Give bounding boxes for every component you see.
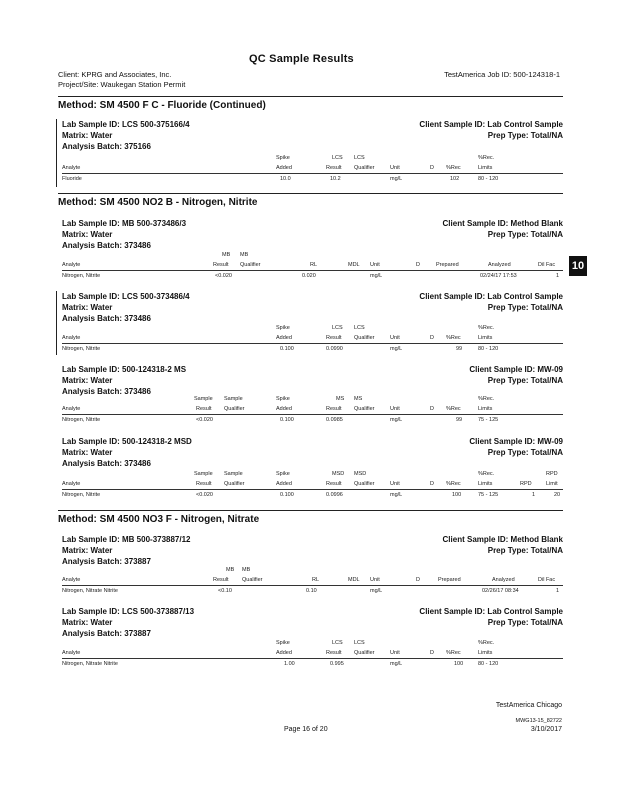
qc-block-nitrite-msd [58,436,563,506]
project-line: Project/Site: Waukegan Station Permit [58,80,186,89]
col-header: Added [276,481,292,487]
col-header: Limits [478,481,493,487]
col-header: MB [226,567,235,573]
col-header: MB [240,252,249,258]
analysis-batch: Analysis Batch: 373887 [62,629,151,638]
value-cell: mg/L [370,273,383,279]
col-header: %Rec. [478,471,495,477]
col-header: Unit [370,262,380,268]
col-header: Limits [478,406,493,412]
col-header: RPD [520,481,532,487]
col-header: MDL [348,262,360,268]
header-underline [62,414,563,415]
col-header: MDL [348,577,360,583]
col-header: %Rec [446,650,461,656]
document-code: MWG13-15_82722 [515,718,562,724]
client-sample-id: Client Sample ID: Lab Control Sample [419,607,563,616]
col-header: Unit [390,650,400,656]
col-header: MS [354,396,363,402]
analysis-batch: Analysis Batch: 375166 [62,142,151,151]
section-tab-badge: 10 [569,256,587,276]
header-underline [62,343,563,344]
col-header: Qualifier [240,262,261,268]
col-header: Unit [390,165,400,171]
value-cell: 102 [450,176,460,182]
value-cell: 0.0990 [326,346,343,352]
value-cell: <0.020 [196,417,213,423]
qc-block-nitrite-ms [58,364,563,430]
analysis-batch: Analysis Batch: 373486 [62,314,151,323]
lab-sample-id: Lab Sample ID: MB 500-373486/3 [62,219,187,228]
header-underline [62,585,563,586]
col-header: Qualifier [354,165,375,171]
col-header: RL [310,262,318,268]
col-header: D [430,481,434,487]
col-header: Qualifier [354,406,375,412]
col-header: Analyzed [492,577,515,583]
method-heading: Method: SM 4500 NO2 B - Nitrogen, Nitrite [58,197,258,208]
matrix: Matrix: Water [62,618,113,627]
col-header: %Rec [446,165,461,171]
method-heading: Method: SM 4500 F C - Fluoride (Continued) [58,100,266,111]
col-header: Analyte [62,481,81,487]
prep-type: Prep Type: Total/NA [487,546,563,555]
col-header: Spike [276,396,290,402]
value-cell: 75 - 125 [478,492,499,498]
col-header: Result [196,406,212,412]
matrix: Matrix: Water [62,131,113,140]
col-header: Sample [224,471,243,477]
client-sample-id: Client Sample ID: Lab Control Sample [419,292,563,301]
qc-block-nitrite-mb [58,218,563,286]
job-id: TestAmerica Job ID: 500-124318-1 [444,70,560,79]
col-header: %Rec. [478,325,495,331]
col-header: MB [222,252,231,258]
client-sample-id: Client Sample ID: Lab Control Sample [419,120,563,129]
col-header: Analyte [62,650,81,656]
col-header: Result [213,262,229,268]
col-header: D [430,406,434,412]
value-cell: 1 [556,273,560,279]
col-header: %Rec. [478,640,495,646]
value-cell: 0.020 [302,273,316,279]
col-header: Spike [276,471,290,477]
header-underline [62,658,563,659]
col-header: D [430,335,434,341]
client-sample-id: Client Sample ID: Method Blank [442,535,563,544]
col-header: Analyte [62,406,81,412]
col-header: Sample [194,471,213,477]
col-header: Result [326,165,342,171]
col-header: %Rec. [478,155,495,161]
value-cell: 75 - 125 [478,417,499,423]
value-cell: 0.0996 [326,492,343,498]
col-header: Limit [546,481,558,487]
prep-type: Prep Type: Total/NA [487,131,563,140]
prep-type: Prep Type: Total/NA [487,448,563,457]
col-header: LCS [354,155,365,161]
col-header: MS [336,396,345,402]
col-header: D [416,262,420,268]
col-header: Qualifier [354,335,375,341]
value-cell: 80 - 120 [478,661,499,667]
col-header: LCS [354,640,365,646]
col-header: Limits [478,165,493,171]
col-header: Added [276,335,292,341]
col-header: Spike [276,325,290,331]
col-header: Limits [478,335,493,341]
col-header: Added [276,165,292,171]
value-cell: 0.0985 [326,417,343,423]
value-cell: 0.10 [306,588,317,594]
prep-type: Prep Type: Total/NA [487,230,563,239]
lab-sample-id: Lab Sample ID: LCS 500-373887/13 [62,607,195,616]
value-cell: 1.00 [284,661,295,667]
col-header: Qualifier [354,481,375,487]
col-header: Qualifier [242,577,263,583]
value-cell: <0.020 [215,273,232,279]
col-header: LCS [354,325,365,331]
col-header: Spike [276,640,290,646]
col-header: Analyte [62,335,81,341]
qc-block-nitrite-lcs [58,291,563,357]
value-cell: 10.0 [280,176,291,182]
qc-block-nitrate-lcs [58,606,563,672]
col-header: MSD [332,471,345,477]
value-cell: 20 [554,492,561,498]
analysis-batch: Analysis Batch: 373486 [62,387,151,396]
analyte-cell: Nitrogen, Nitrite [62,492,101,498]
col-header: Qualifier [354,650,375,656]
page-title: QC Sample Results [249,53,354,65]
analyte-cell: Nitrogen, Nitrate Nitrite [62,661,118,667]
col-header: Added [276,406,292,412]
value-cell: 10.2 [330,176,341,182]
analyte-cell: Nitrogen, Nitrite [62,346,101,352]
value-cell: 99 [456,417,463,423]
analysis-batch: Analysis Batch: 373887 [62,557,151,566]
col-header: D [430,165,434,171]
col-header: Qualifier [224,406,245,412]
col-header: %Rec. [478,396,495,402]
col-header: Unit [370,577,380,583]
value-cell: mg/L [390,492,403,498]
value-cell: 99 [456,346,463,352]
analyte-cell: Nitrogen, Nitrate Nitrite [62,588,118,594]
col-header: Result [326,335,342,341]
value-cell: mg/L [390,176,403,182]
col-header: D [430,650,434,656]
client-sample-id: Client Sample ID: MW-09 [469,365,563,374]
col-header: MSD [354,471,367,477]
value-cell: <0.10 [218,588,232,594]
value-cell: mg/L [390,346,403,352]
value-cell: 80 - 120 [478,176,499,182]
matrix: Matrix: Water [62,303,113,312]
col-header: Unit [390,335,400,341]
col-header: %Rec [446,335,461,341]
value-cell: 100 [452,492,462,498]
value-cell: 0.100 [280,346,294,352]
col-header: Sample [224,396,243,402]
col-header: Result [326,406,342,412]
col-header: Prepared [436,262,459,268]
col-header: Result [326,481,342,487]
col-header: Dil Fac [538,262,556,268]
value-cell: 80 - 120 [478,346,499,352]
qc-block-fluoride-lcs [58,119,563,189]
method-heading: Method: SM 4500 NO3 F - Nitrogen, Nitrate [58,514,260,525]
client-line: Client: KPRG and Associates, Inc. [58,70,172,79]
value-cell: mg/L [390,417,403,423]
col-header: Dil Fac [538,577,556,583]
analyte-cell: Nitrogen, Nitrite [62,273,101,279]
col-header: %Rec [446,406,461,412]
client-sample-id: Client Sample ID: Method Blank [442,219,563,228]
col-header: LCS [332,640,343,646]
col-header: Limits [478,650,493,656]
lab-name: TestAmerica Chicago [495,702,562,709]
col-header: Qualifier [224,481,245,487]
col-header: Spike [276,155,290,161]
col-header: Unit [390,481,400,487]
prep-type: Prep Type: Total/NA [487,376,563,385]
value-cell: 0.100 [280,417,294,423]
analyte-cell: Nitrogen, Nitrite [62,417,101,423]
col-header: Analyzed [488,262,511,268]
prep-type: Prep Type: Total/NA [487,303,563,312]
matrix: Matrix: Water [62,448,113,457]
col-header: Unit [390,406,400,412]
value-cell: 1 [532,492,536,498]
value-cell: 02/26/17 08:34 [482,588,519,594]
col-header: RL [312,577,320,583]
col-header: Sample [194,396,213,402]
col-header: Analyte [62,262,81,268]
value-cell: 1 [556,588,560,594]
lab-sample-id: Lab Sample ID: 500-124318-2 MSD [62,437,192,446]
lab-sample-id: Lab Sample ID: MB 500-373887/12 [62,535,191,544]
header-underline [62,270,563,271]
lab-sample-id: Lab Sample ID: LCS 500-373486/4 [62,292,190,301]
col-header: Analyte [62,577,81,583]
col-header: D [416,577,420,583]
page-number: Page 16 of 20 [284,726,328,733]
value-cell: <0.020 [196,492,213,498]
matrix: Matrix: Water [62,230,113,239]
col-header: Result [196,481,212,487]
prep-type: Prep Type: Total/NA [487,618,563,627]
col-header: Result [326,650,342,656]
block-edge [56,291,57,355]
col-header: Result [213,577,229,583]
lab-sample-id: Lab Sample ID: LCS 500-375166/4 [62,120,190,129]
col-header: LCS [332,325,343,331]
block-edge [56,119,57,187]
lab-sample-id: Lab Sample ID: 500-124318-2 MS [62,365,187,374]
section-rule [58,510,563,511]
analysis-batch: Analysis Batch: 373486 [62,459,151,468]
report-date: 3/10/2017 [530,726,562,733]
value-cell: mg/L [390,661,403,667]
header-underline [62,489,563,490]
value-cell: mg/L [370,588,383,594]
value-cell: 100 [454,661,464,667]
qc-block-nitrate-mb [58,534,563,600]
analysis-batch: Analysis Batch: 373486 [62,241,151,250]
matrix: Matrix: Water [62,376,113,385]
col-header: %Rec [446,481,461,487]
value-cell: 0.995 [330,661,344,667]
col-header: Prepared [438,577,461,583]
value-cell: 02/24/17 17:53 [480,273,517,279]
col-header: MB [242,567,251,573]
col-header: Added [276,650,292,656]
analyte-cell: Fluoride [62,176,82,182]
col-header: RPD [546,471,558,477]
section-rule [58,96,563,97]
matrix: Matrix: Water [62,546,113,555]
col-header: LCS [332,155,343,161]
value-cell: 0.100 [280,492,294,498]
header-underline [62,173,563,174]
client-sample-id: Client Sample ID: MW-09 [469,437,563,446]
section-rule [58,193,563,194]
col-header: Analyte [62,165,81,171]
